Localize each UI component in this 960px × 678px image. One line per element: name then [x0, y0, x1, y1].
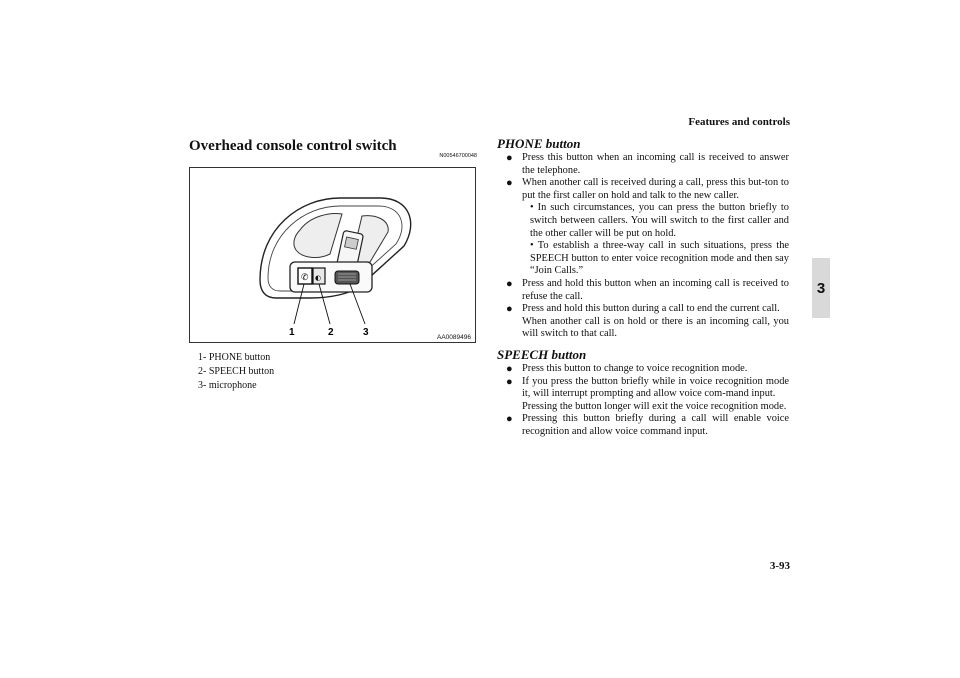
bullet-icon: ●	[506, 375, 513, 388]
header-title: Features and controls	[688, 116, 790, 128]
chapter-tab: 3	[812, 258, 830, 318]
section-title: Overhead console control switch	[189, 138, 397, 154]
svg-text:◐: ◐	[315, 274, 322, 282]
list-item: ● If you press the button briefly while in voice recognition mode it, will interrupt prompting and allow voice com-mand input.	[506, 375, 789, 400]
list-item: ● Press and hold this button when an incoming call is received to refuse the call.	[506, 277, 789, 302]
phone-heading: PHONE button	[497, 136, 581, 151]
page-number: 3-93	[769, 560, 790, 572]
figure-label-3: 3	[363, 327, 369, 338]
sub-item: • In such circumstances, you can press the button briefly to switch between callers. You will switch to the first caller and the other caller will be put on hold.	[530, 202, 789, 239]
bullet-icon: ●	[506, 152, 513, 164]
list-item: ● Press this button when an incoming call is received to answer the telephone.	[506, 152, 789, 176]
figure-label-1: 1	[289, 327, 295, 338]
list-item: ● Press this button to change to voice recognition mode.	[506, 362, 748, 375]
legend-item: 3- microphone	[198, 380, 257, 391]
list-item: ● When another call is received during a call, press this but-ton to put the first caller on hold and talk to the new caller.	[506, 177, 789, 201]
legend-item: 2- SPEECH button	[198, 366, 275, 377]
bullet-icon: ●	[506, 303, 513, 316]
microphone-grille	[335, 271, 359, 284]
figure-code: AA0089496	[437, 334, 471, 341]
bullet-icon: ●	[506, 362, 513, 375]
continuation-text: When another call is on hold or there is an incoming call, you will switch to that call.	[522, 315, 789, 340]
reference-code: N00546700048	[439, 153, 477, 159]
left-lamp-lens	[294, 214, 342, 258]
console-illustration	[190, 168, 475, 342]
bullet-icon: ●	[506, 413, 513, 426]
right-column	[497, 136, 789, 438]
continuation-text: Pressing the button longer will exit the voice recognition mode.	[522, 400, 787, 412]
bullet-icon: ●	[506, 277, 513, 290]
figure-legend	[198, 351, 274, 393]
list-item: ● Press and hold this button during a call to end the current call.	[506, 303, 780, 316]
svg-text:✆: ✆	[301, 273, 309, 283]
speech-heading: SPEECH button	[497, 346, 587, 362]
list-item: ● Pressing this button briefly during a call will enable voice recognition and allow voice command input.	[506, 413, 789, 437]
figure-label-2: 2	[328, 327, 334, 338]
legend-item: 1- PHONE button	[198, 352, 271, 363]
sub-item: • To establish a three-way call in such situations, press the SPEECH button to enter voice recognition mode and then say “Join Calls.”	[530, 240, 789, 277]
figure-overhead-console	[189, 167, 476, 343]
bullet-icon: ●	[506, 177, 513, 190]
